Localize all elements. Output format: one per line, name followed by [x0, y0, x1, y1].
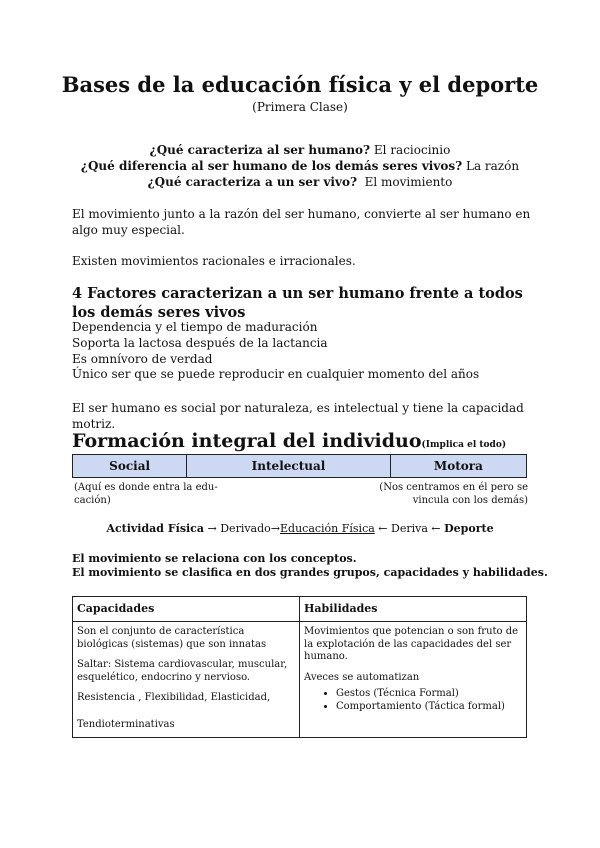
category-intelectual: Intelectual	[187, 455, 391, 478]
flow-middle: Educación Física	[280, 522, 375, 535]
list-item: Único ser que se puede reproducir en cualquier momento del años	[72, 367, 480, 382]
question-line	[0, 158, 600, 174]
concepts-block	[72, 552, 548, 580]
categories-table	[72, 454, 527, 478]
capacidades-text: Resistencia , Flexibilidad, Elasticidad,	[77, 692, 271, 703]
header-capacidades: Capacidades	[73, 597, 300, 622]
answer: El raciocinio	[373, 143, 451, 157]
category-social: Social	[73, 455, 187, 478]
factors-heading: 4 Factores caracterizan a un ser humano frente a todos los demás seres vivos	[72, 285, 523, 321]
arrow-left-icon: ←	[378, 522, 388, 535]
question: ¿Qué caracteriza al ser humano?	[149, 143, 371, 157]
habilidades-cell	[300, 622, 527, 738]
formation-heading	[72, 430, 506, 452]
question: ¿Qué diferencia al ser humano de los demás seres vivos?	[80, 159, 463, 173]
question-line	[0, 142, 600, 158]
list-item: • Comportamiento (Táctica formal)	[336, 701, 522, 714]
arrow-right-icon: →	[270, 522, 280, 535]
category-motora: Motora	[390, 455, 526, 478]
flow-deriva: Deriva	[391, 522, 428, 535]
question: ¿Qué caracteriza a un ser vivo?	[147, 175, 357, 189]
paragraph-movement: El movimiento junto a la razón del ser humano, convierte al ser humano en algo muy especial.	[72, 207, 531, 237]
arrow-left-icon: ←	[431, 522, 441, 535]
habilidades-text: Movimientos que potencian o son fruto de la explotación de las capacidades del ser humano.	[304, 626, 519, 662]
document-subtitle: (Primera Clase)	[252, 100, 348, 114]
habilidades-subtext: Aveces se automatizan	[304, 671, 420, 683]
concepts-line: El movimiento se relaciona con los conceptos.	[72, 552, 357, 565]
list-item: Es omnívoro de verdad	[72, 351, 213, 366]
answer: El movimiento	[364, 175, 453, 189]
flow-start: Actividad Física	[106, 522, 205, 535]
note-social: (Aquí es donde entra la edu-cación)	[74, 482, 218, 506]
formation-heading-note: (Implica el todo)	[421, 440, 507, 450]
habilidades-list	[304, 688, 522, 713]
flow-end: Deporte	[444, 522, 494, 535]
flow-derived: Derivado	[220, 522, 271, 535]
arrow-right-icon: →	[207, 522, 217, 535]
list-item: • Gestos (Técnica Formal)	[336, 688, 522, 701]
factors-list	[72, 320, 479, 383]
header-habilidades: Habilidades	[300, 597, 527, 622]
paragraph-social: El ser humano es social por naturaleza, es intelectual y tiene la capacidad motriz.	[72, 401, 524, 431]
capacidades-cell	[73, 622, 300, 738]
formation-heading-text: Formación integral del individuo	[72, 430, 422, 452]
capacidades-text: Son el conjunto de característica biológicas (sistemas) que son innatas	[77, 626, 267, 650]
question-line	[0, 174, 600, 190]
questions-block	[0, 142, 600, 190]
flow-line	[0, 522, 600, 535]
document-title: Bases de la educación física y el deporte	[61, 72, 539, 97]
list-item: Soporta la lactosa después de la lactancia	[72, 335, 328, 350]
paragraph-movement-types: Existen movimientos racionales e irracionales.	[72, 254, 356, 268]
list-item: Dependencia y el tiempo de maduración	[72, 320, 318, 334]
capacities-skills-table	[72, 596, 527, 738]
answer: La razón	[465, 159, 520, 173]
concepts-line: El movimiento se clasifica en dos grandes grupos, capacidades y habilidades.	[72, 566, 548, 579]
note-motora: (Nos centramos en él pero se vincula con los demás)	[379, 482, 528, 506]
capacidades-text: Tendioterminativas	[77, 718, 175, 730]
capacidades-text: Saltar: Sistema cardiovascular, muscular, esquelético, endocrino y nervioso.	[77, 659, 288, 683]
